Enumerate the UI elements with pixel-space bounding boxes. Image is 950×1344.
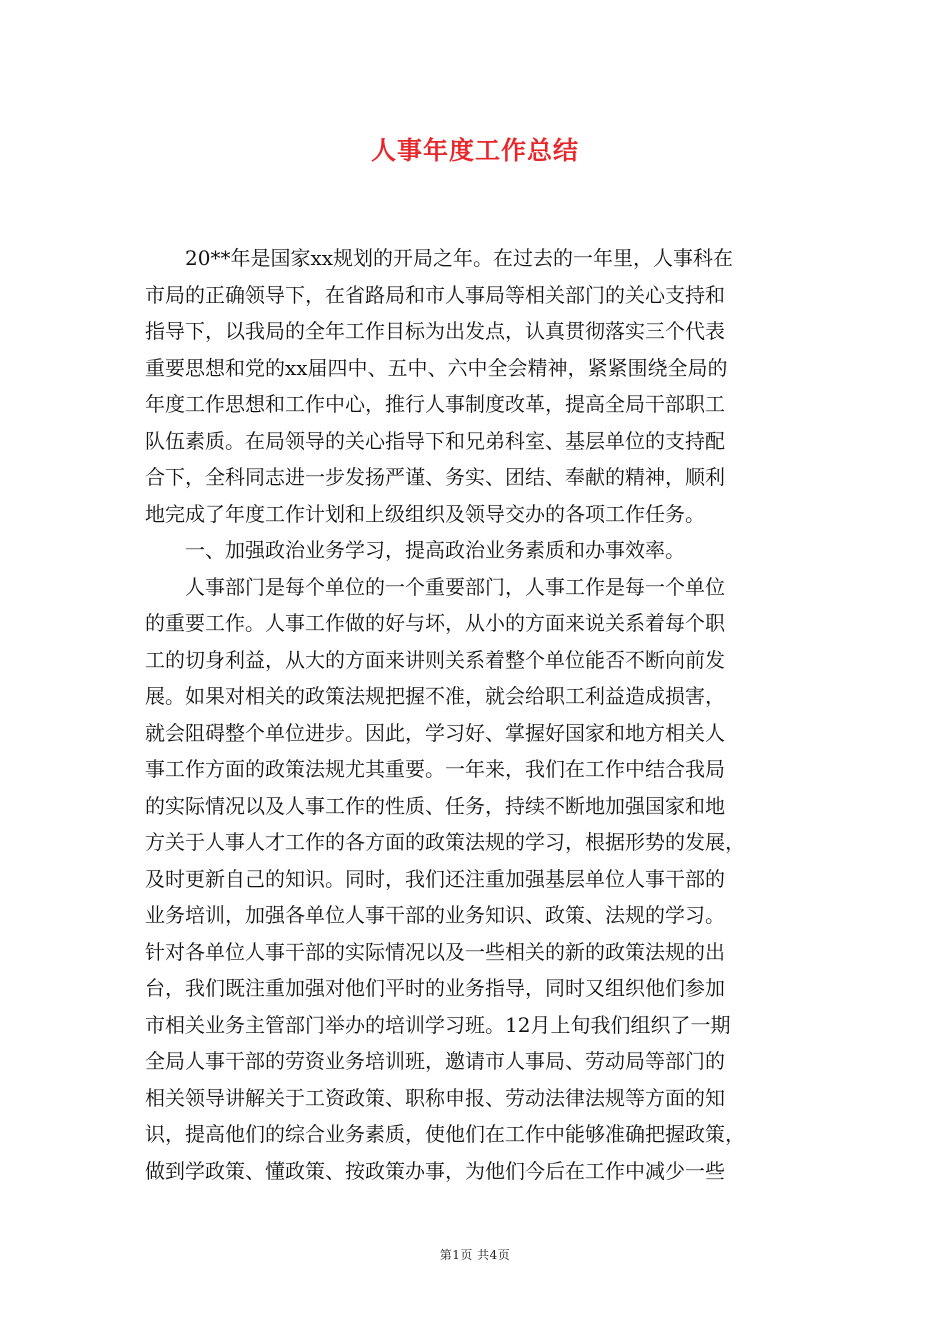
body-line: 展。如果对相关的政策法规把握不准，就会给职工利益造成损害， [145,684,725,708]
body-line: 队伍素质。在局领导的关心指导下和兄弟科室、基层单位的支持配 [145,428,725,453]
document-title: 人事年度工作总结 [370,136,579,165]
body-line: 全局人事干部的劳资业务培训班，邀请市人事局、劳动局等部门的 [145,1049,725,1073]
body-line: 20**年是国家xx规划的开局之年。在过去的一年里，人事科在 [145,246,734,270]
body-line: 做到学政策、懂政策、按政策办事，为他们今后在工作中减少一些 [145,1158,725,1183]
body-line: 相关领导讲解关于工资政策、职称申报、劳动法律法规等方面的知 [145,1085,725,1110]
body-line: 地完成了年度工作计划和上级组织及领导交办的各项工作任务。 [145,501,705,526]
body-line: 及时更新自己的知识。同时，我们还注重加强基层单位人事干部的 [145,866,725,891]
document-body [145,240,810,1189]
body-line: 一、加强政治业务学习，提高政治业务素质和办事效率。 [145,538,685,562]
body-line: 人事部门是每个单位的一个重要部门，人事工作是每一个单位 [145,574,725,599]
body-line: 识，提高他们的综合业务素质，使他们在工作中能够准确把握政策， [145,1122,745,1146]
body-line: 合下，全科同志进一步发扬严谨、务实、团结、奉献的精神，顺利 [145,465,725,489]
page-footer: 第1页 共4页 [439,1248,511,1262]
body-line: 的实际情况以及人事工作的性质、任务，持续不断地加强国家和地 [145,793,725,818]
body-line: 工的切身利益，从大的方面来讲则关系着整个单位能否不断向前发 [145,647,725,672]
body-line: 方关于人事人才工作的各方面的政策法规的学习，根据形势的发展， [145,830,745,854]
body-line: 市相关业务主管部门举办的培训学习班。12月上旬我们组织了一期 [145,1012,731,1037]
body-line: 事工作方面的政策法规尤其重要。一年来，我们在工作中结合我局 [145,757,725,781]
body-line: 的重要工作。人事工作做的好与坏，从小的方面来说关系着每个职 [145,611,725,635]
body-line: 市局的正确领导下，在省路局和市人事局等相关部门的关心支持和 [145,282,725,307]
body-line: 就会阻碍整个单位进步。因此，学习好、掌握好国家和地方相关人 [145,720,725,745]
body-line: 年度工作思想和工作中心，推行人事制度改革，提高全局干部职工 [145,392,725,416]
body-line: 重要思想和党的xx届四中、五中、六中全会精神，紧紧围绕全局的 [145,355,728,380]
body-line: 指导下，以我局的全年工作目标为出发点，认真贯彻落实三个代表 [145,319,725,343]
body-line: 业务培训，加强各单位人事干部的业务知识、政策、法规的学习。 [145,903,725,927]
body-line: 针对各单位人事干部的实际情况以及一些相关的新的政策法规的出 [145,939,725,964]
body-line: 台，我们既注重加强对他们平时的业务指导，同时又组织他们参加 [145,976,725,1000]
